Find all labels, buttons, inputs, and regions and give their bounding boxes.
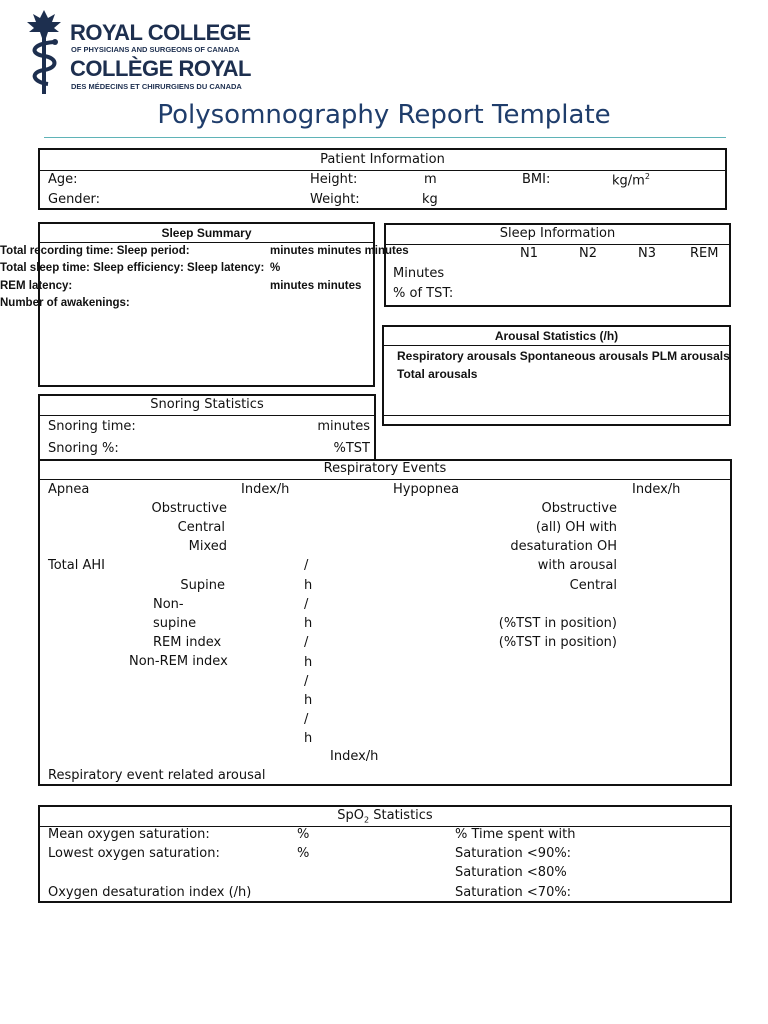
- gender-label: Gender:: [48, 192, 101, 207]
- lowest-saturation-label: Lowest oxygen saturation:: [48, 846, 220, 861]
- sleep-summary-heading: Sleep Summary: [161, 226, 252, 240]
- arousal-line-2: Total arousals: [397, 367, 478, 381]
- supine2-label: supine: [153, 616, 197, 631]
- slash-h-7: h: [304, 693, 313, 708]
- sleep-information-heading: Sleep Information: [499, 226, 616, 241]
- snoring-statistics-heading: Snoring Statistics: [150, 397, 264, 412]
- respiratory-events-box: [38, 459, 732, 786]
- rem-index-label: REM index: [153, 635, 222, 650]
- arousal-line-1: Respiratory arousals Spontaneous arousals PLM arousals: [397, 349, 730, 363]
- apnea-obstructive: Obstructive: [151, 501, 227, 516]
- snoring-pct-unit: %TST: [333, 441, 370, 456]
- logo-line-1: ROYAL COLLEGE: [70, 20, 251, 45]
- logo-line-4: DES MÉDECINS ET CHIRURGIENS DU CANADA: [71, 82, 242, 91]
- patient-information-box: [38, 148, 727, 210]
- slash-h-4: /: [304, 635, 309, 650]
- height-label: Height:: [310, 172, 358, 187]
- stage-n2: N2: [579, 246, 597, 261]
- bmi-unit: $kg/m^2$: [612, 172, 650, 189]
- lowest-saturation-unit: %: [297, 846, 310, 861]
- snoring-statistics-box: [38, 394, 376, 461]
- slash-h-0: /: [304, 558, 309, 573]
- weight-unit: kg: [422, 192, 438, 207]
- saturation-80-label: Saturation <80%: [455, 865, 567, 880]
- age-label: Age:: [48, 172, 78, 187]
- saturation-90-label: Saturation <90%:: [455, 846, 572, 861]
- hyp-all-oh: (all) OH with: [535, 520, 617, 535]
- hypopnea-label: Hypopnea: [393, 482, 460, 497]
- page-title: Polysomnography Report Template: [157, 100, 611, 130]
- saturation-70-label: Saturation <70%:: [455, 885, 572, 900]
- apnea-index-h: Index/h: [241, 482, 290, 497]
- time-spent-label: % Time spent with: [455, 827, 576, 842]
- pct-tst-position-1: (%TST in position): [498, 616, 617, 631]
- rera-index-h: Index/h: [330, 749, 379, 764]
- non-label: Non-: [153, 597, 184, 612]
- rera-label: Respiratory event related arousal: [48, 768, 266, 783]
- stage-n1: N1: [520, 246, 538, 261]
- mean-saturation-label: Mean oxygen saturation:: [48, 827, 210, 842]
- slash-h-5: h: [304, 655, 313, 670]
- patient-information-heading: Patient Information: [320, 152, 445, 167]
- spo2-heading-sub: 2: [364, 815, 370, 825]
- sleep-summary-row-1: Total recording time: Sleep period:: [0, 245, 190, 257]
- arousal-statistics-heading: Arousal Statistics (/h): [494, 329, 619, 343]
- spo2-statistics-box: [38, 805, 732, 903]
- apnea-label: Apnea: [48, 482, 90, 497]
- sleep-information-box: [384, 223, 731, 307]
- spo2-statistics-heading: SpO$_2$ Statistics: [337, 808, 433, 825]
- sleep-summary-row-2: Total sleep time: Sleep efficiency: Sleep latency:: [0, 262, 265, 274]
- sleep-info-minutes-label: Minutes: [393, 266, 445, 281]
- respiratory-events-heading: Respiratory Events: [323, 461, 447, 476]
- apnea-mixed: Mixed: [188, 539, 227, 554]
- caduceus-emblem-icon: [24, 8, 64, 96]
- non-rem-index-label: Non-REM index: [129, 654, 228, 669]
- height-unit: m: [424, 172, 437, 187]
- apnea-central: Central: [177, 520, 225, 535]
- supine-label: Supine: [180, 578, 225, 593]
- bmi-unit-sup: 2: [644, 172, 650, 181]
- stage-n3: N3: [638, 246, 656, 261]
- sleep-summary-unit-3: minutes minutes: [270, 280, 362, 292]
- mean-saturation-unit: %: [297, 827, 310, 842]
- slash-h-8: /: [304, 712, 309, 727]
- total-ahi-label: Total AHI: [48, 558, 105, 573]
- odi-label: Oxygen desaturation index (/h): [48, 885, 252, 900]
- stage-rem: REM: [690, 246, 719, 261]
- logo-line-2: OF PHYSICIANS AND SURGEONS OF CANADA: [71, 45, 240, 54]
- logo: [24, 8, 254, 98]
- sleep-summary-unit-2: %: [270, 262, 281, 274]
- slash-h-6: /: [304, 674, 309, 689]
- sleep-summary-unit-1: minutes minutes minutes: [270, 245, 409, 257]
- bmi-label: BMI:: [522, 172, 551, 187]
- logo-line-3: COLLÈGE ROYAL: [70, 56, 251, 81]
- snoring-time-unit: minutes: [317, 419, 370, 434]
- hyp-central: Central: [569, 578, 617, 593]
- sleep-info-tst-label: % of TST:: [393, 286, 454, 301]
- hyp-obstructive: Obstructive: [541, 501, 617, 516]
- snoring-time-label: Snoring time:: [48, 419, 136, 434]
- snoring-pct-label: Snoring %:: [48, 441, 119, 456]
- sleep-summary-row-3: REM latency:: [0, 280, 73, 292]
- slash-h-2: /: [304, 597, 309, 612]
- slash-h-1: h: [304, 578, 313, 593]
- weight-label: Weight:: [310, 192, 360, 207]
- hyp-desat: desaturation OH: [510, 539, 617, 554]
- slash-h-3: h: [304, 616, 313, 631]
- pct-tst-position-2: (%TST in position): [498, 635, 617, 650]
- arousal-statistics-box: [382, 325, 731, 426]
- hyp-with-arousal: with arousal: [537, 558, 617, 573]
- title-rule: [44, 137, 726, 138]
- slash-h-9: h: [304, 731, 313, 746]
- hypopnea-index-h: Index/h: [632, 482, 681, 497]
- sleep-summary-row-4: Number of awakenings:: [0, 297, 130, 309]
